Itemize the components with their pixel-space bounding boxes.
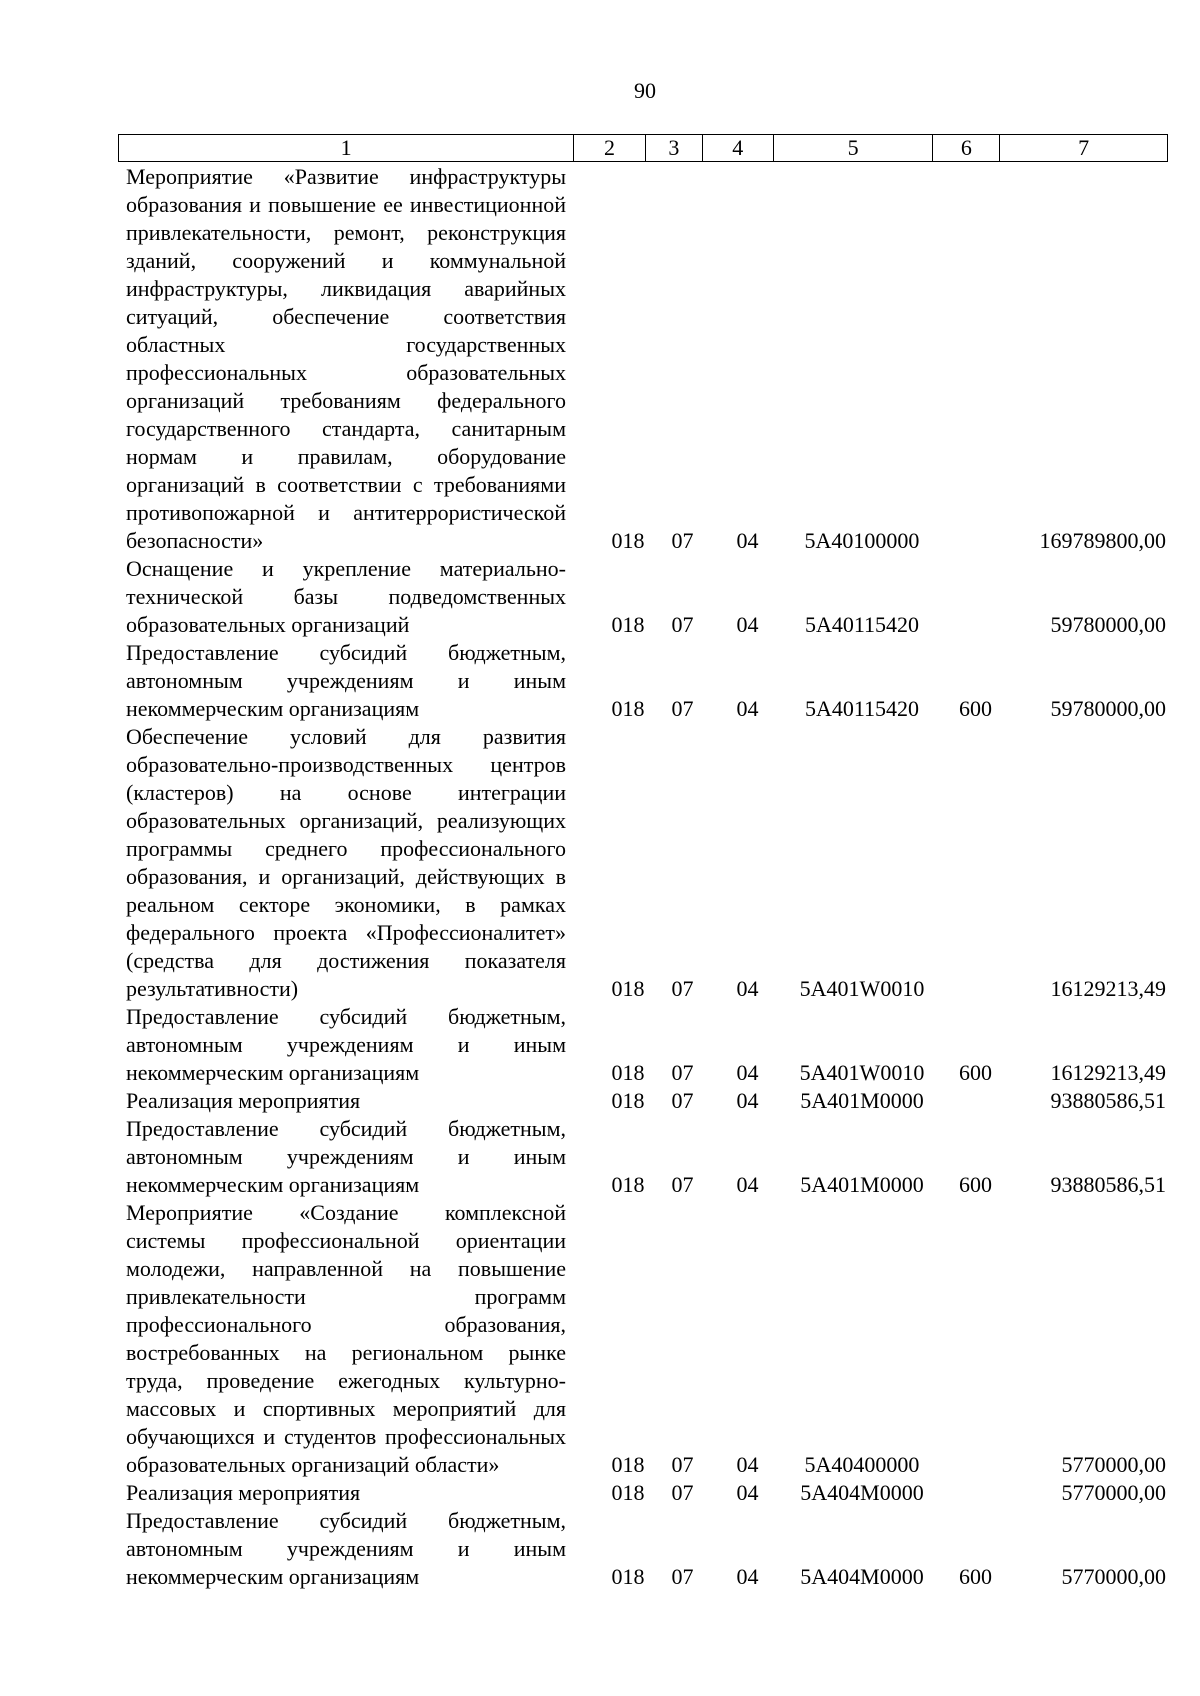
row-department-code: 018 xyxy=(611,1088,645,1113)
row-department-code: 018 xyxy=(611,612,645,637)
row-amount: 169789800,00 xyxy=(1039,528,1166,553)
row-amount: 5770000,00 xyxy=(1061,1564,1166,1589)
row-section-code: 07 xyxy=(671,976,694,1001)
row-section-code: 07 xyxy=(671,1452,694,1477)
header-col-1: 1 xyxy=(119,135,574,161)
row-subsection-code: 04 xyxy=(736,1480,759,1505)
row-description: Мероприятие «Развитие инфраструктуры образования и повышение ее инвестиционной привлекательности, ремонт, реконструкция зданий, сооружений и коммунальной инфраструктуры, ликвидация аварийных ситуаций, обеспечение соответствия областных государственных профессиональных образовательных организаций требованиям федерального государственного стандарта, санитарным нормам и правилам, оборудование организаций в соответствии с требованиями противопожарной и антитеррористической безопасности» xyxy=(126,164,566,553)
row-target-article: 5А401М0000 xyxy=(800,1172,924,1197)
row-subsection-code: 04 xyxy=(736,1564,759,1589)
row-target-article: 5А40400000 xyxy=(804,1452,920,1477)
row-department-code: 018 xyxy=(611,1452,645,1477)
row-target-article: 5А40115420 xyxy=(804,696,920,721)
row-subsection-code: 04 xyxy=(736,976,759,1001)
row-target-article: 5А401W0010 xyxy=(799,976,925,1001)
row-section-code: 07 xyxy=(671,1564,694,1589)
row-amount: 16129213,49 xyxy=(1050,1060,1166,1085)
row-department-code: 018 xyxy=(611,1480,645,1505)
row-description: Предоставление субсидий бюджетным, автономным учреждениям и иным некоммерческим организациям xyxy=(126,1508,566,1589)
row-subsection-code: 04 xyxy=(736,1060,759,1085)
row-subsection-code: 04 xyxy=(736,528,759,553)
row-subsection-code: 04 xyxy=(736,612,759,637)
row-expense-type: 600 xyxy=(959,1564,992,1589)
row-department-code: 018 xyxy=(611,528,645,553)
row-description: Предоставление субсидий бюджетным, автономным учреждениям и иным некоммерческим организациям xyxy=(126,1116,566,1197)
table-row xyxy=(126,639,1176,723)
row-section-code: 07 xyxy=(671,1088,694,1113)
row-target-article: 5А401М0000 xyxy=(800,1088,924,1113)
header-col-6: 6 xyxy=(933,135,1000,161)
table-row xyxy=(126,555,1176,639)
row-amount: 59780000,00 xyxy=(1050,696,1166,721)
row-subsection-code: 04 xyxy=(736,1088,759,1113)
page-number: 90 xyxy=(634,78,656,103)
row-section-code: 07 xyxy=(671,612,694,637)
row-subsection-code: 04 xyxy=(736,696,759,721)
header-col-7: 7 xyxy=(1078,135,1090,160)
row-description: Обеспечение условий для развития образовательно-производственных центров (кластеров) на основе интеграции образовательных организаций, реализующих программы среднего профессионального образования, и организаций, действующих в реальном секторе экономики, в рамках федерального проекта «Профессионалитет» (средства для достижения показателя результативности) xyxy=(126,724,566,1001)
row-section-code: 07 xyxy=(671,528,694,553)
header-col-2: 2 xyxy=(574,135,646,161)
table-row xyxy=(126,163,1176,555)
row-department-code: 018 xyxy=(611,1172,645,1197)
row-expense-type: 600 xyxy=(959,1172,992,1197)
header-col-3: 3 xyxy=(646,135,703,161)
row-expense-type: 600 xyxy=(959,1060,992,1085)
table-row xyxy=(126,1507,1176,1591)
row-amount: 59780000,00 xyxy=(1050,612,1166,637)
row-amount: 5770000,00 xyxy=(1061,1452,1166,1477)
table-row xyxy=(126,723,1176,1003)
row-target-article: 5А401W0010 xyxy=(799,1060,925,1085)
row-subsection-code: 04 xyxy=(736,1452,759,1477)
row-section-code: 07 xyxy=(671,1060,694,1085)
row-description: Реализация мероприятия xyxy=(126,1088,361,1113)
table-row xyxy=(126,1087,1176,1115)
table-row xyxy=(126,1479,1176,1507)
row-target-article: 5А404М0000 xyxy=(800,1480,924,1505)
table-row xyxy=(126,1199,1176,1479)
row-section-code: 07 xyxy=(671,1172,694,1197)
row-amount: 93880586,51 xyxy=(1050,1172,1166,1197)
row-description: Предоставление субсидий бюджетным, автономным учреждениям и иным некоммерческим организациям xyxy=(126,640,566,721)
row-expense-type: 600 xyxy=(959,696,992,721)
row-target-article: 5А404М0000 xyxy=(800,1564,924,1589)
row-description: Предоставление субсидий бюджетным, автономным учреждениям и иным некоммерческим организациям xyxy=(126,1004,566,1085)
table-row xyxy=(126,1115,1176,1199)
row-section-code: 07 xyxy=(671,1480,694,1505)
row-target-article: 5А40100000 xyxy=(804,528,920,553)
table-header xyxy=(118,134,1168,162)
row-section-code: 07 xyxy=(671,696,694,721)
row-amount: 5770000,00 xyxy=(1061,1480,1166,1505)
row-amount: 93880586,51 xyxy=(1050,1088,1166,1113)
row-description: Реализация мероприятия xyxy=(126,1480,361,1505)
row-description: Оснащение и укрепление материально-технической базы подведомственных образовательных организаций xyxy=(126,556,566,637)
row-description: Мероприятие «Создание комплексной системы профессиональной ориентации молодежи, направленной на повышение привлекательности программ профессионального образования, востребованных на региональном рынке труда, проведение ежегодных культурно-массовых и спортивных мероприятий для обучающихся и студентов профессиональных образовательных организаций области» xyxy=(126,1200,566,1477)
row-amount: 16129213,49 xyxy=(1050,976,1166,1001)
row-department-code: 018 xyxy=(611,696,645,721)
table-row xyxy=(126,1003,1176,1087)
row-department-code: 018 xyxy=(611,976,645,1001)
row-subsection-code: 04 xyxy=(736,1172,759,1197)
row-department-code: 018 xyxy=(611,1564,645,1589)
header-col-4: 4 xyxy=(703,135,774,161)
row-target-article: 5А40115420 xyxy=(804,612,920,637)
header-col-5: 5 xyxy=(774,135,934,161)
row-department-code: 018 xyxy=(611,1060,645,1085)
table-body xyxy=(126,163,1176,1591)
